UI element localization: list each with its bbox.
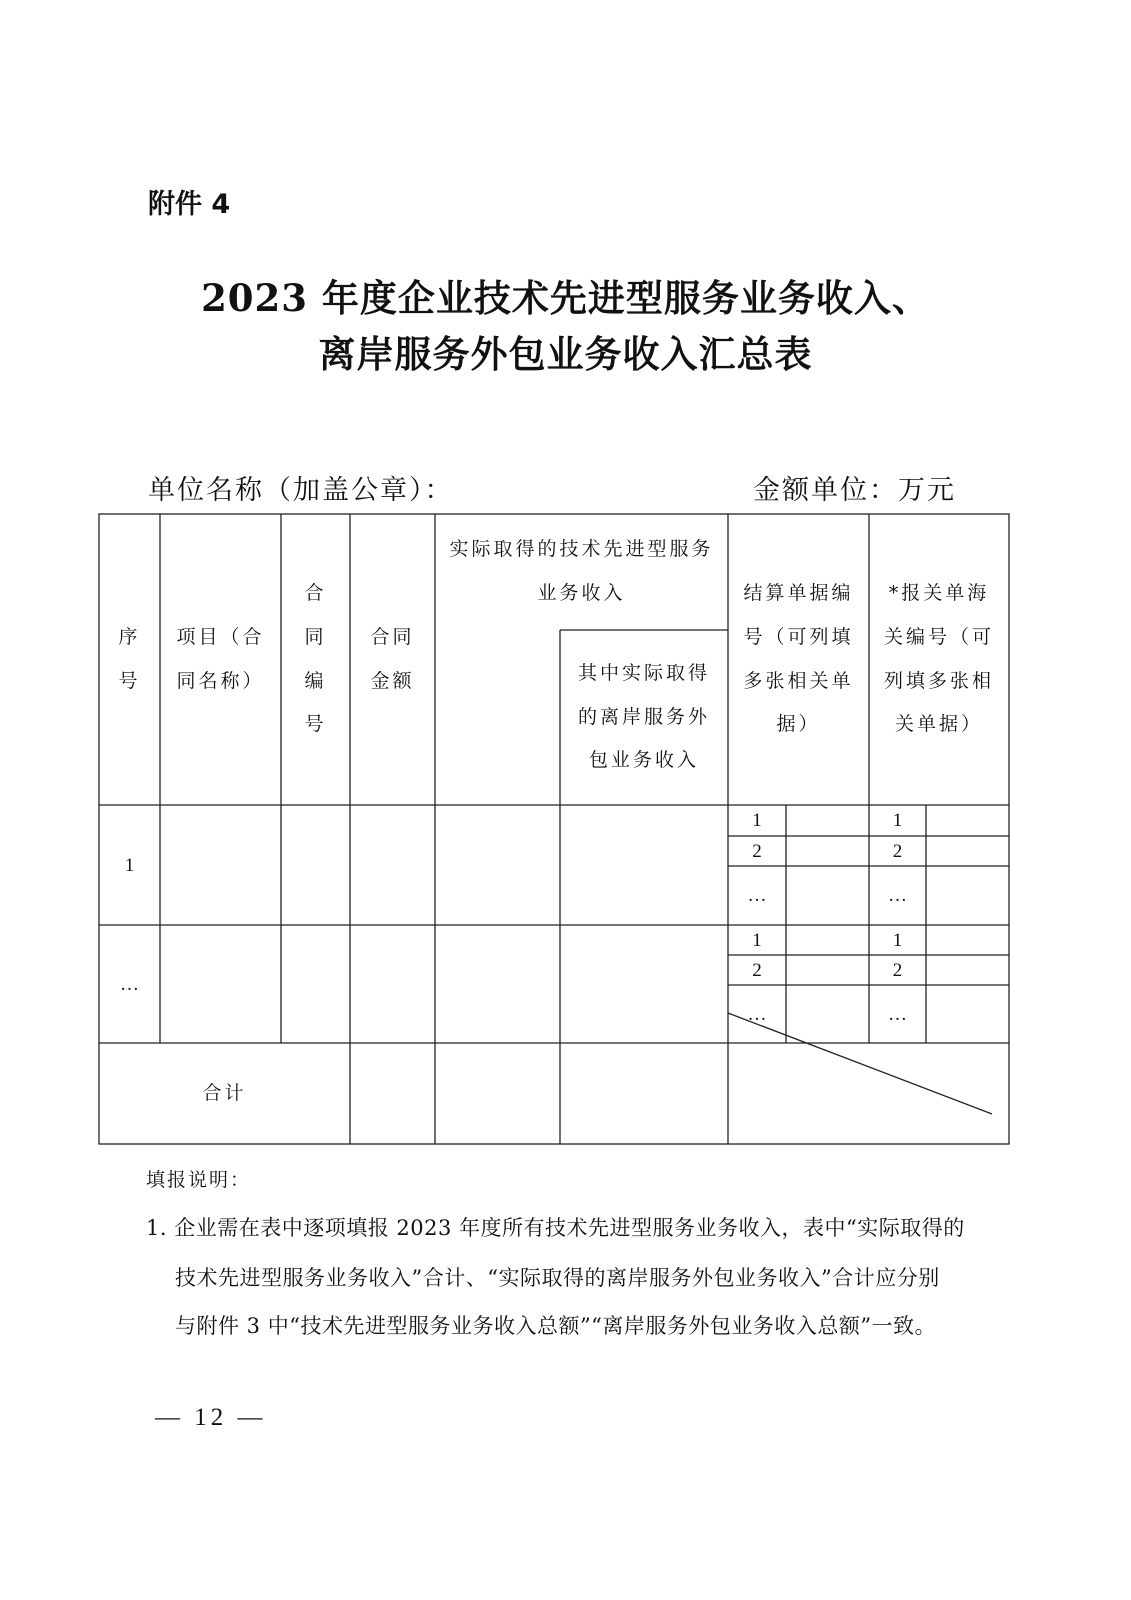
amount-unit-label: 金额单位：万元	[753, 475, 956, 506]
unit-name-label: 单位名称（加盖公章）：	[148, 475, 454, 506]
row-2-settlement-sub-1: 1	[752, 929, 762, 951]
note-line-3: 与附件 3 中“技术先进型服务业务收入总额”“离岸服务外包业务收入总额”一致。	[175, 1314, 937, 1338]
row-1-seq: 1	[124, 854, 135, 876]
row-1-customs-sub-1: 1	[892, 810, 903, 831]
page-number: — 12 —	[155, 1404, 267, 1431]
header-contract-amount: 合同金额	[370, 625, 415, 692]
note-line-2: 技术先进型服务业务收入”合计、“实际取得的离岸服务外包业务收入”合计应分别	[175, 1266, 940, 1290]
row-2-settlement-sub-2: 2	[752, 959, 762, 981]
header-customs-no: *报关单海关编号（可列填多张相关单据）	[883, 582, 994, 736]
row-2-settlement-sub-more: …	[747, 1003, 767, 1025]
row-1-settlement-sub-1: 1	[752, 810, 762, 831]
row-1-customs-sub-2: 2	[892, 840, 903, 862]
row-1-customs-sub-more: …	[888, 885, 907, 906]
attachment-label: 附件 4	[148, 189, 231, 220]
header-seq: 序号	[118, 625, 141, 692]
row-1-settlement-sub-2: 2	[752, 840, 762, 862]
title-line-2: 离岸服务外包业务收入汇总表	[318, 332, 813, 376]
row-2-seq: …	[120, 973, 139, 995]
title-line-1: 2023 年度企业技术先进型服务业务收入、	[201, 276, 930, 320]
header-actual-income: 实际取得的技术先进型服务业务收入	[449, 538, 714, 604]
total-label: 合计	[202, 1081, 247, 1104]
row-2-customs-sub-2: 2	[892, 959, 903, 981]
header-offshore-income: 其中实际取得的离岸服务外包业务收入	[577, 661, 710, 772]
row-2-customs-sub-1: 1	[892, 929, 903, 951]
row-2-customs-sub-more: …	[888, 1003, 907, 1025]
notes-title: 填报说明：	[146, 1169, 252, 1191]
row-1-settlement-sub-more: …	[747, 885, 767, 906]
header-settlement-no: 结算单据编号（可列填多张相关单据）	[743, 582, 854, 736]
note-line-1: 1. 企业需在表中逐项填报 2023 年度所有技术先进型服务业务收入，表中“实际取得的	[146, 1216, 965, 1240]
header-contract-no: 合同编号	[304, 582, 327, 736]
header-project: 项目（合同名称）	[176, 625, 265, 692]
